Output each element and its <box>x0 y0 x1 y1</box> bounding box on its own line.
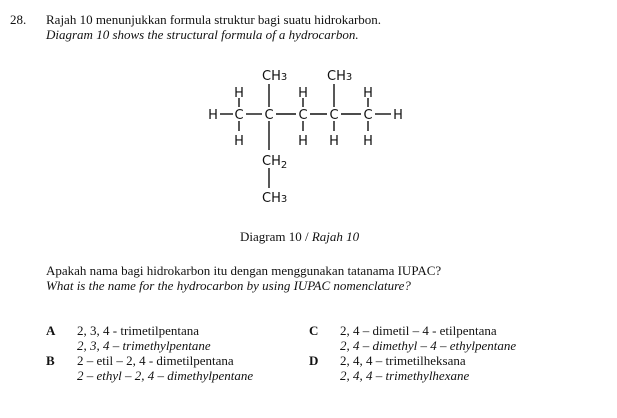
option-text-en: 2 – ethyl – 2, 4 – dimethylpentane <box>77 368 254 383</box>
diagram-caption: Diagram 10 / Rajah 10 <box>240 229 360 244</box>
question-number: 28. <box>10 12 27 27</box>
atom-h: H <box>329 134 339 149</box>
question-text-ms: Rajah 10 menunjukkan formula struktur bagi suatu hidrokarbon. <box>46 12 382 27</box>
atom-h: H <box>208 108 218 123</box>
atom-h: H <box>363 86 373 101</box>
option-text-en: 2, 4, 4 – trimethylhexane <box>340 368 470 383</box>
atom-h: H <box>234 134 244 149</box>
atom-c: C <box>264 108 274 123</box>
option-text-en: 2, 3, 4 – trimethylpentane <box>77 338 211 353</box>
atom-c: C <box>298 108 308 123</box>
option-text-ms: 2, 4 – dimetil – 4 - etilpentana <box>340 323 497 338</box>
atoms <box>208 86 403 149</box>
option-letter: D <box>309 353 319 368</box>
option-text-ms: 2, 4, 4 – trimetilheksana <box>340 353 466 368</box>
atom-c: C <box>363 108 373 123</box>
option-letter: B <box>46 353 55 368</box>
prompt-ms: Apakah nama bagi hidrokarbon itu dengan menggunakan tatanama IUPAC? <box>46 263 442 278</box>
atom-h: H <box>298 86 308 101</box>
atom-c: C <box>234 108 244 123</box>
methylene-group: $CH_2$ <box>262 154 288 171</box>
option-text-ms: 2, 3, 4 - trimetilpentana <box>77 323 200 338</box>
atom-h: H <box>393 108 403 123</box>
atom-h: H <box>234 86 244 101</box>
option-letter: C <box>309 323 319 338</box>
question-text-en: Diagram 10 shows the structural formula of a hydrocarbon. <box>46 27 359 42</box>
methyl-group: CH3 <box>262 191 288 206</box>
atom-h: H <box>298 134 308 149</box>
atom-h: H <box>363 134 373 149</box>
option-letter: A <box>46 323 56 338</box>
methyl-group: CH3 <box>262 69 288 84</box>
option-text-ms: 2 – etil – 2, 4 - dimetilpentana <box>77 353 234 368</box>
atom-c: C <box>329 108 339 123</box>
prompt-en: What is the name for the hydrocarbon by using IUPAC nomenclature? <box>46 278 411 293</box>
option-text-en: 2, 4 – dimethyl – 4 – ethylpentane <box>340 338 517 353</box>
methyl-group: CH3 <box>327 69 353 84</box>
